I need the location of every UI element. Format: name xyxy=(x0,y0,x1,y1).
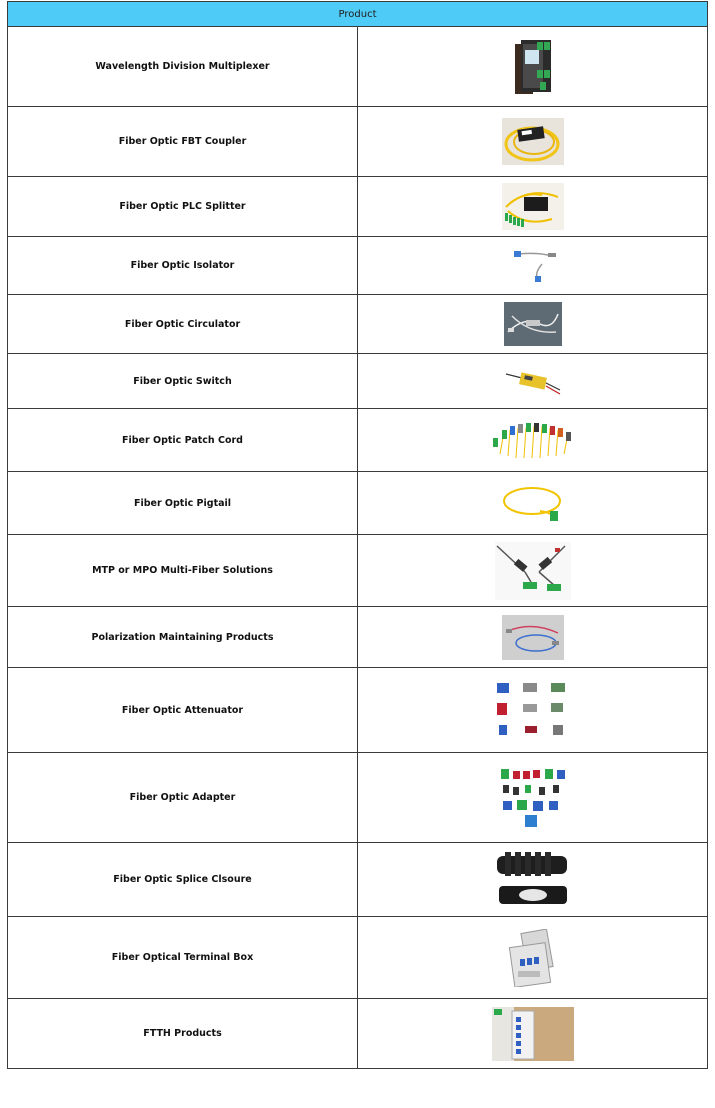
product-name: Fiber Optic Pigtail xyxy=(8,472,358,535)
product-name: Polarization Maintaining Products xyxy=(8,607,358,668)
product-image-cell xyxy=(358,295,708,354)
pigtail-image xyxy=(500,483,566,523)
table-row xyxy=(8,27,708,107)
product-image-cell xyxy=(358,843,708,917)
product-image-cell xyxy=(358,409,708,472)
table-row xyxy=(8,999,708,1069)
mtp-mpo-image xyxy=(495,542,571,600)
product-table xyxy=(7,1,708,1069)
table-row xyxy=(8,472,708,535)
product-image-cell xyxy=(358,354,708,409)
product-name: Fiber Optic Attenuator xyxy=(8,668,358,753)
table-row xyxy=(8,237,708,295)
product-image-cell xyxy=(358,753,708,843)
optical-switch-image xyxy=(504,366,562,396)
table-row xyxy=(8,107,708,177)
table-row xyxy=(8,607,708,668)
product-name: Fiber Optic PLC Splitter xyxy=(8,177,358,237)
attenuator-image xyxy=(493,679,573,741)
header-title: Product xyxy=(338,8,377,20)
product-name: Fiber Optical Terminal Box xyxy=(8,917,358,999)
circulator-image xyxy=(504,302,562,346)
product-image-cell xyxy=(358,917,708,999)
product-name: Fiber Optic Circulator xyxy=(8,295,358,354)
isolator-image xyxy=(508,246,558,286)
terminal-box-image xyxy=(506,929,560,987)
table-row xyxy=(8,668,708,753)
product-name: Fiber Optic Isolator xyxy=(8,237,358,295)
table-row xyxy=(8,753,708,843)
product-name: FTTH Products xyxy=(8,999,358,1069)
product-name: Fiber Optic Switch xyxy=(8,354,358,409)
product-name: Wavelength Division Multiplexer xyxy=(8,27,358,107)
product-image-cell xyxy=(358,177,708,237)
table-row xyxy=(8,409,708,472)
product-image-cell xyxy=(358,472,708,535)
product-image-cell xyxy=(358,668,708,753)
plc-splitter-image xyxy=(502,183,564,230)
product-image-cell xyxy=(358,535,708,607)
ftth-products-image xyxy=(492,1007,574,1061)
table-row xyxy=(8,177,708,237)
product-image-cell xyxy=(358,607,708,668)
product-name: Fiber Optic Splice Clsoure xyxy=(8,843,358,917)
table-row xyxy=(8,535,708,607)
patch-cord-image xyxy=(490,420,576,460)
product-name: Fiber Optic Patch Cord xyxy=(8,409,358,472)
table-row xyxy=(8,843,708,917)
product-name: MTP or MPO Multi-Fiber Solutions xyxy=(8,535,358,607)
table-row xyxy=(8,354,708,409)
splice-closure-image xyxy=(495,850,571,910)
product-image-cell xyxy=(358,107,708,177)
pm-products-image xyxy=(502,615,564,660)
product-image-cell xyxy=(358,27,708,107)
product-name: Fiber Optic Adapter xyxy=(8,753,358,843)
product-image-cell xyxy=(358,999,708,1069)
table-row xyxy=(8,295,708,354)
table-row xyxy=(8,917,708,999)
product-image-cell xyxy=(358,237,708,295)
product-name: Fiber Optic FBT Coupler xyxy=(8,107,358,177)
adapter-image xyxy=(499,767,567,829)
fbt-coupler-image xyxy=(502,118,564,165)
table-header xyxy=(8,2,708,27)
wdm-module-image xyxy=(513,38,553,96)
